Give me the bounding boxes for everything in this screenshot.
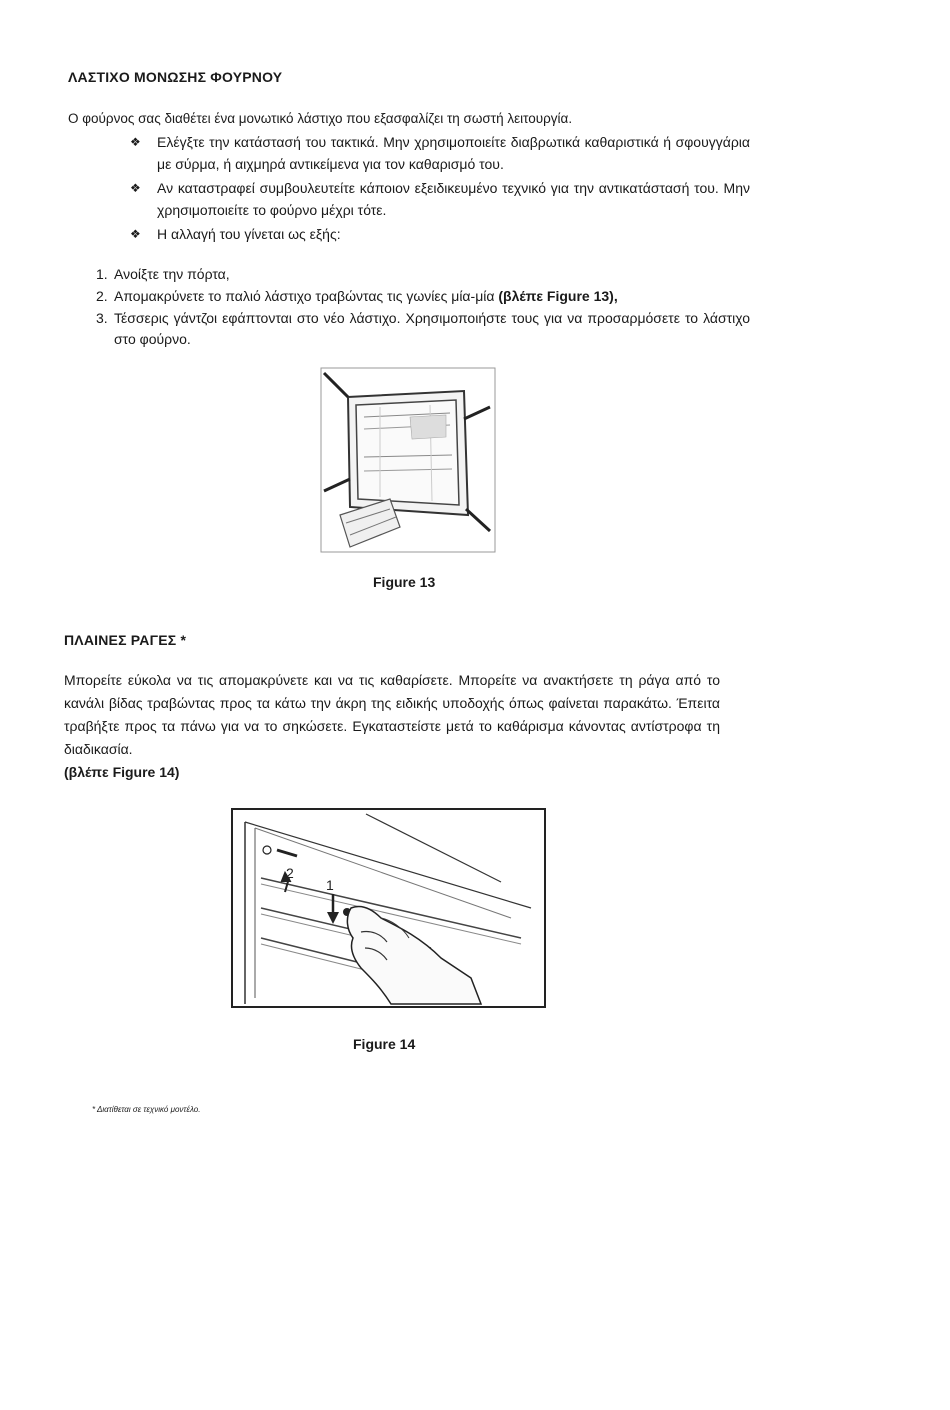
figure-13-oven-gasket-illustration bbox=[320, 367, 496, 553]
list-item bbox=[130, 131, 750, 175]
gasket-steps-list bbox=[96, 264, 750, 351]
section-heading-oven-gasket: ΛΑΣΤΙΧΟ ΜΟΝΩΣΗΣ ΦΟΥΡΝΟΥ bbox=[68, 69, 283, 85]
gasket-bullet-list bbox=[130, 131, 750, 247]
list-item bbox=[96, 264, 750, 285]
figure-label-1: 1 bbox=[326, 877, 334, 893]
side-rails-text: Μπορείτε εύκολα να τις απομακρύνετε και να τις καθαρίσετε. Μπορείτε να ανακτήσετε τη ράγα από το κανάλι βίδας τραβώντας προς τα κάτω την άκρη της ειδικής υποδοχής όπως φαίνεται παρακάτω. Έπειτα τραβήξτε προς τα πάνω για να το σηκώσετε. Εγκαταστείστε μετά το καθάρισμα κάνοντας αντίστροφα τη διαδικασία. bbox=[64, 672, 720, 757]
figure-14-caption: Figure 14 bbox=[353, 1036, 416, 1052]
diamond-bullet-icon: ❖ bbox=[130, 181, 141, 195]
bullet-text: Αν καταστραφεί συμβουλευτείτε κάποιον εξειδικευμένο τεχνικό για την αντικατάστασή του. Μην χρησιμοποιείτε το φούρνο μέχρι τότε. bbox=[157, 180, 750, 218]
figure-14-side-rail-illustration bbox=[231, 808, 546, 1008]
list-item bbox=[96, 308, 750, 350]
list-item bbox=[96, 286, 750, 307]
step-number: 1. bbox=[96, 266, 108, 282]
list-item bbox=[130, 223, 750, 245]
diamond-bullet-icon: ❖ bbox=[130, 135, 141, 149]
step-text: Ανοίξτε την πόρτα, bbox=[114, 266, 230, 282]
gasket-intro-text: Ο φούρνος σας διαθέτει ένα μονωτικό λάστιχο που εξασφαλίζει τη σωστή λειτουργία. bbox=[68, 111, 573, 126]
step-text: Τέσσερις γάντζοι εφάπτονται στο νέο λάστιχο. Χρησιμοποιήστε τους για να προσαρμόσετε το λάστιχο στο φούρνο. bbox=[114, 310, 750, 347]
footnote: * Διατίθεται σε τεχνικό μοντέλο. bbox=[92, 1105, 201, 1114]
step-text: Απομακρύνετε το παλιό λάστιχο τραβώντας τις γωνίες μία-μία bbox=[114, 288, 499, 304]
step-number: 3. bbox=[96, 310, 108, 326]
section-heading-side-rails: ΠΛΑΙΝΕΣ ΡΑΓΕΣ * bbox=[64, 632, 187, 648]
side-rails-paragraph bbox=[64, 669, 720, 784]
figure-reference: (βλέπε Figure 13), bbox=[498, 288, 618, 304]
bullet-text: Ελέγξτε την κατάστασή του τακτικά. Μην χρησιμοποιείτε διαβρωτικά καθαριστικά ή σφουγγάρια με σύρμα, ή αιχμηρά αντικείμενα για τον καθαρισμό του. bbox=[157, 134, 750, 172]
figure-label-2: 2 bbox=[286, 865, 294, 881]
figure-13-caption: Figure 13 bbox=[373, 574, 436, 590]
list-item bbox=[130, 177, 750, 221]
diamond-bullet-icon: ❖ bbox=[130, 227, 141, 241]
bullet-text: Η αλλαγή του γίνεται ως εξής: bbox=[157, 226, 341, 242]
step-number: 2. bbox=[96, 288, 108, 304]
oven-door-gasket-drawing bbox=[320, 367, 496, 553]
figure-reference: (βλέπε Figure 14) bbox=[64, 764, 180, 780]
side-rail-removal-drawing bbox=[231, 808, 546, 1008]
